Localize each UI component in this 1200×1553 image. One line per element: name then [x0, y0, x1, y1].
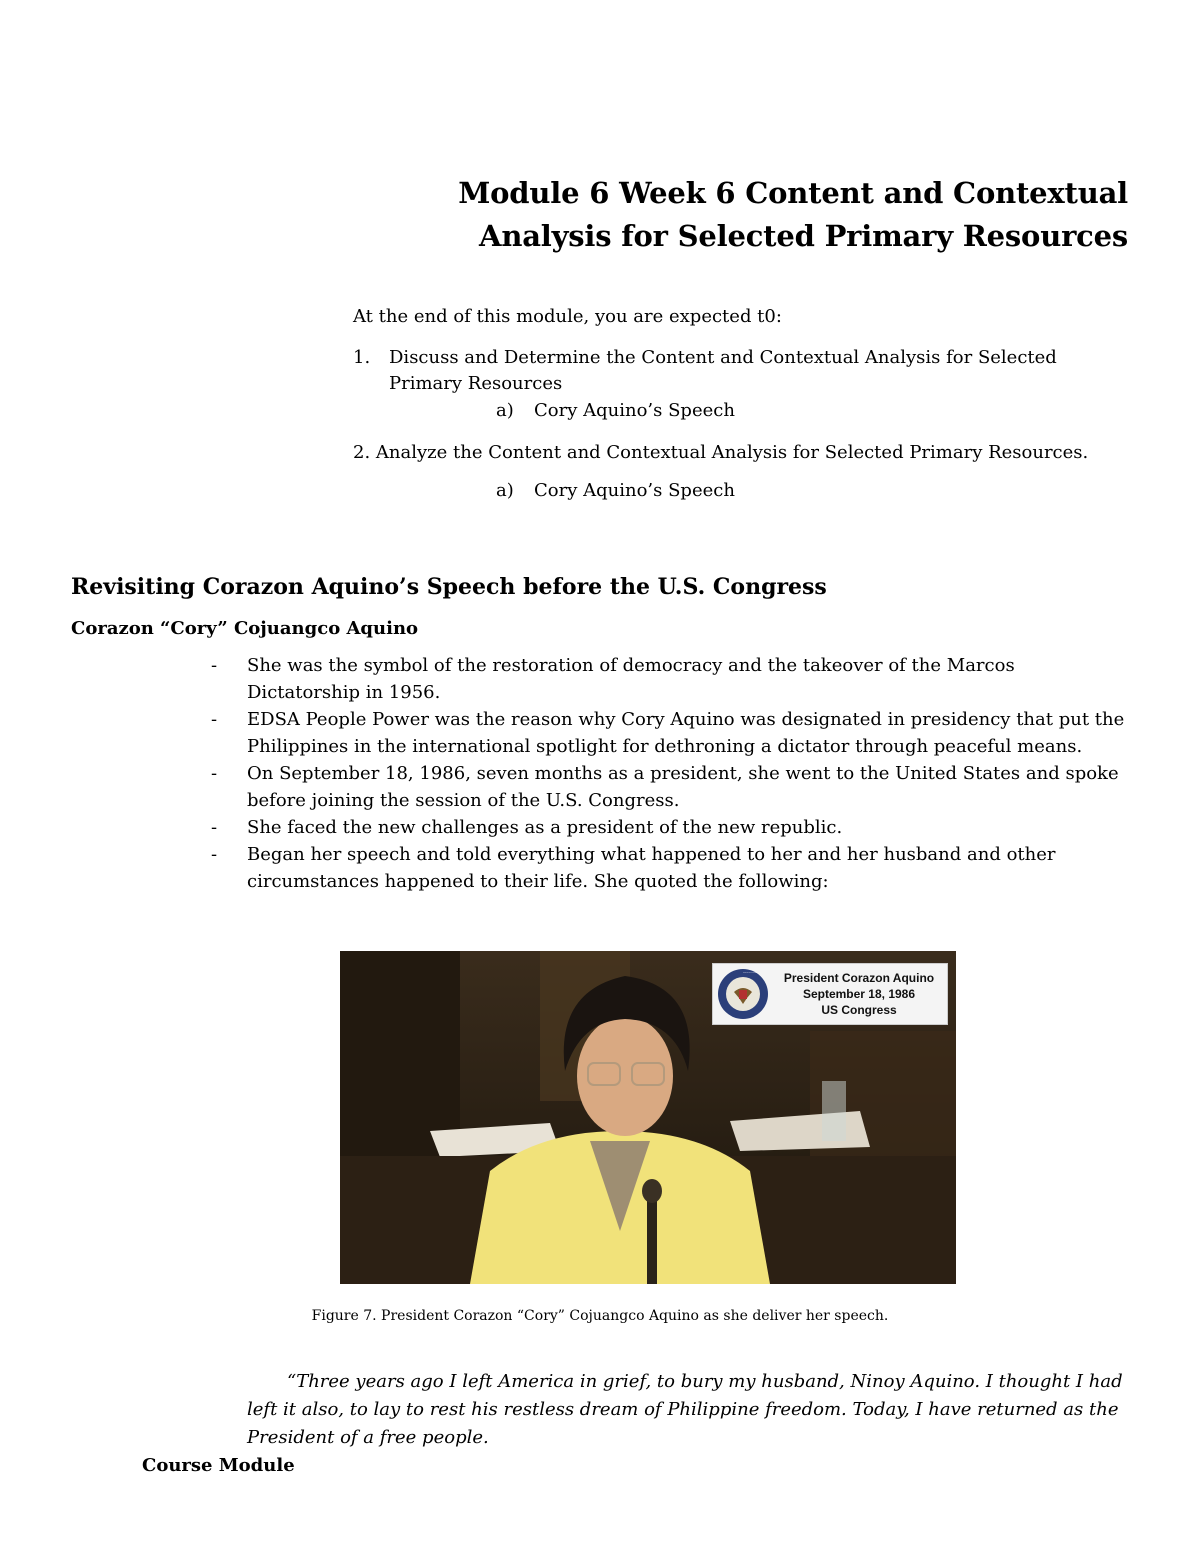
list-item [211, 814, 1133, 841]
list-item [211, 706, 1133, 760]
list-item-text: She faced the new challenges as a president of the new republic. [247, 817, 843, 838]
list-item-text: She was the symbol of the restoration of democracy and the takeover of the Marcos Dictatorship in 1956. [247, 655, 1015, 703]
list-item-text: EDSA People Power was the reason why Cory Aquino was designated in presidency that put the Philippines in the international spotlight for dethroning a dictator through peaceful means. [247, 709, 1125, 757]
objective-number-1: 1. [353, 347, 371, 368]
objective-item-1 [353, 345, 1130, 397]
objectives-intro: At the end of this module, you are expected t0: [353, 306, 782, 327]
caption-line-1: President Corazon Aquino [783, 971, 935, 985]
title-line-1: Module 6 Week 6 Content and Contextual [458, 176, 1128, 210]
list-item [211, 760, 1133, 814]
bullet-dash: - [211, 817, 218, 838]
figure-caption: Figure 7. President Corazon “Cory” Cojuangco Aquino as she deliver her speech. [311, 1308, 889, 1324]
learning-objectives [353, 303, 1130, 505]
speech-quote: “Three years ago I left America in grief, to bury my husband, Ninoy Aquino. I thought I had left it also, to lay to rest his restless dream of Philippine freedom. Today, I have returned as the President of a free people. [247, 1371, 1123, 1448]
subitem-text-2: Cory Aquino’s Speech [534, 480, 735, 501]
section-heading: Revisiting Corazon Aquino’s Speech before the U.S. Congress [71, 574, 827, 600]
bullet-dash: - [211, 655, 218, 676]
bullet-list [211, 652, 1133, 895]
subitem-marker-1: a) [496, 400, 514, 421]
bullet-dash: - [211, 709, 218, 730]
objective-subitem-2 [353, 477, 1130, 505]
list-item-text: On September 18, 1986, seven months as a president, she went to the United States and spoke before joining the session of the U.S. Congress. [247, 763, 1119, 811]
list-item-text: Began her speech and told everything what happened to her and her husband and other circumstances happened to their life. She quoted the following: [247, 844, 1056, 892]
list-item [211, 652, 1133, 706]
list-item [211, 841, 1133, 895]
bullet-dash: - [211, 844, 218, 865]
broadcast-caption [712, 963, 948, 1025]
caption-lines [773, 970, 945, 1018]
seal-text: UNITED STATES CONGRESS [743, 973, 757, 974]
speech-photo [340, 951, 956, 1284]
person-heading: Corazon “Cory” Cojuangco Aquino [71, 618, 419, 639]
objective-subitem-1 [353, 397, 1130, 425]
bullet-dash: - [211, 763, 218, 784]
congress-seal-icon [717, 968, 769, 1020]
caption-line-2: September 18, 1986 [802, 987, 916, 1001]
subitem-marker-2: a) [496, 480, 514, 501]
title-line-2: Analysis for Selected Primary Resources [479, 219, 1128, 253]
caption-line-3: US Congress [821, 1003, 897, 1017]
subitem-text-1: Cory Aquino’s Speech [534, 400, 735, 421]
page-footer: Course Module [142, 1455, 295, 1476]
objective-item-2: 2. Analyze the Content and Contextual Analysis for Selected Primary Resources. [353, 442, 1089, 463]
page-title [440, 172, 1128, 258]
objective-text-1: Discuss and Determine the Content and Contextual Analysis for Selected Primary Resources [389, 347, 1057, 394]
